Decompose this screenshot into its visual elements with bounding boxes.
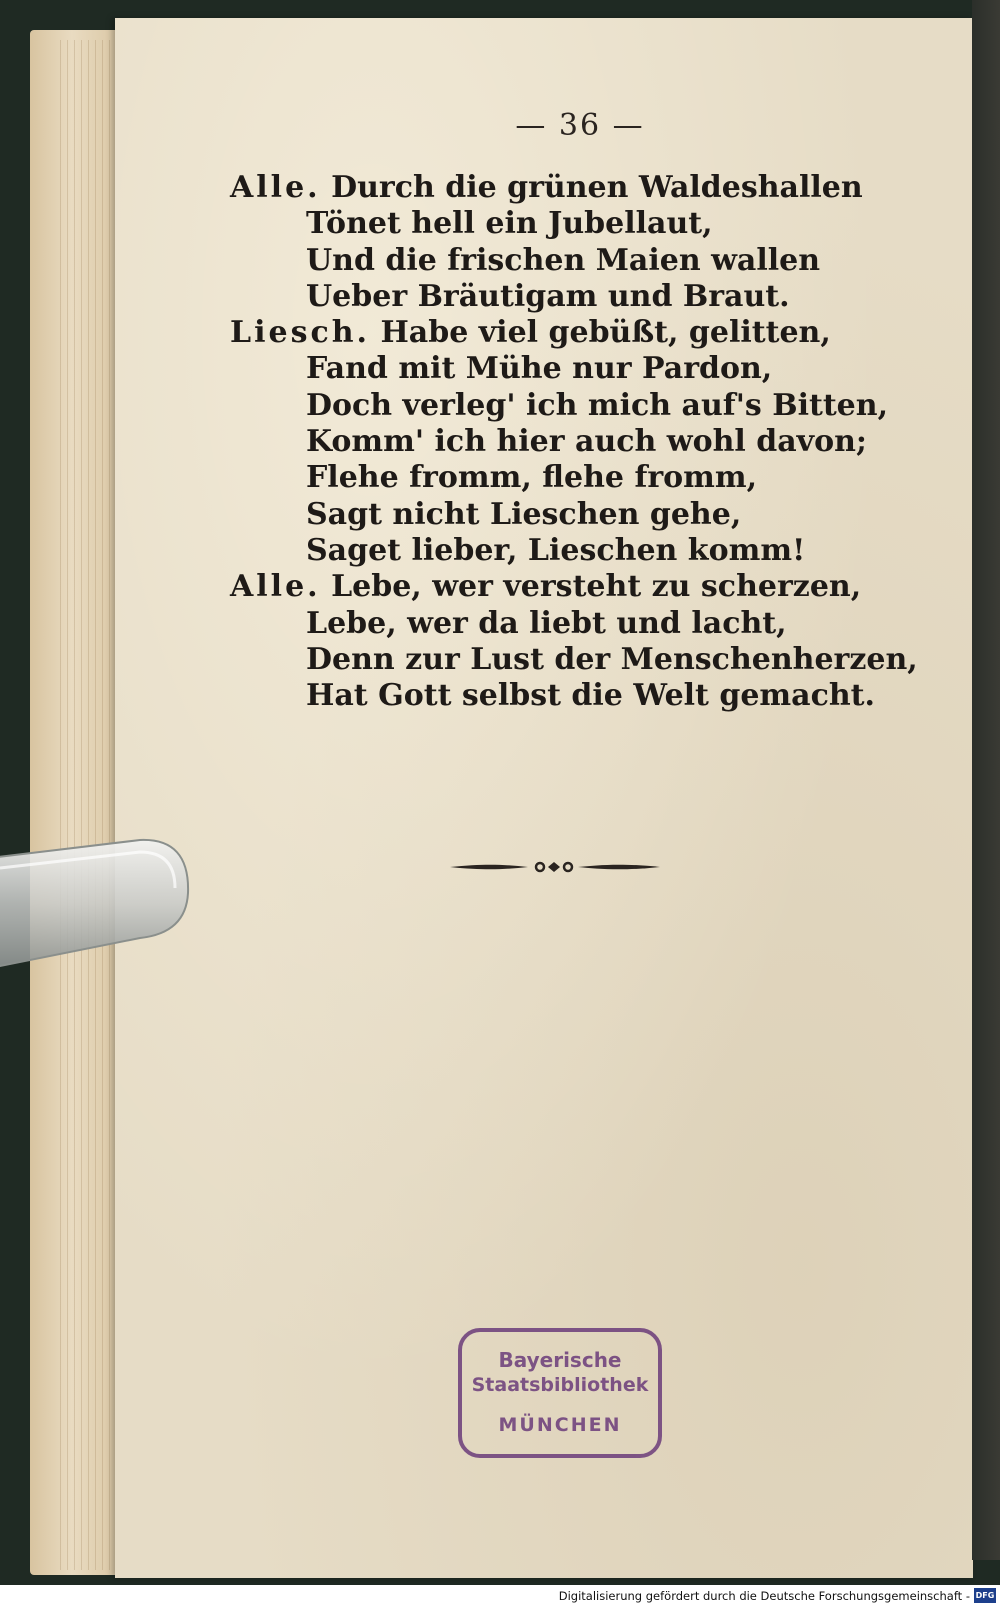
verse-line <box>230 351 830 387</box>
page-number: — 36 — <box>515 108 645 143</box>
verse-text: Flehe fromm, flehe fromm, <box>306 460 758 496</box>
verse-text: Lebe, wer versteht zu scherzen, <box>331 569 862 605</box>
verse-text: Doch verleg' ich mich auf's Bitten, <box>306 387 889 423</box>
verse-block <box>230 170 918 714</box>
verse-text: Habe viel gebüßt, gelitten, <box>380 315 831 351</box>
footer-credit: Digitalisierung gefördert durch die Deutsche Forschungsgemeinschaft - <box>558 1589 970 1603</box>
stamp-line-3: MÜNCHEN <box>498 1414 622 1436</box>
verse-line <box>230 533 830 569</box>
verse-text: Hat Gott selbst die Welt gemacht. <box>306 678 875 714</box>
verse-text: Durch die grünen Waldeshallen <box>331 170 863 205</box>
verse-text: Und die frischen Maien wallen <box>306 242 821 278</box>
verse-line <box>230 569 862 605</box>
verse-text: Lebe, wer da liebt und lacht, <box>306 605 787 641</box>
speaker-label: Alle. <box>230 569 321 605</box>
verse-line <box>230 387 889 424</box>
footer-bar <box>0 1585 1000 1608</box>
verse-line <box>230 497 830 533</box>
binding-shadow <box>972 0 1000 1560</box>
verse-text: Denn zur Lust der Menschenherzen, <box>306 641 918 677</box>
verse-line <box>230 460 830 496</box>
verse-line <box>230 606 830 642</box>
verse-line <box>230 206 830 242</box>
verse-text: Sagt nicht Lieschen gehe, <box>306 496 742 532</box>
dfg-logo-icon: DFG <box>974 1588 996 1603</box>
verse-line <box>230 279 830 315</box>
verse-line <box>230 170 863 206</box>
verse-text: Ueber Bräutigam und Braut. <box>306 278 790 314</box>
verse-line <box>230 424 868 460</box>
speaker-label: Liesch. <box>230 315 370 351</box>
glass-page-clip-icon <box>0 838 195 978</box>
verse-text: Tönet hell ein Jubellaut, <box>306 206 713 242</box>
verse-text: Saget lieber, Lieschen komm! <box>306 532 806 568</box>
stamp-line-1: Bayerische <box>498 1348 622 1372</box>
verse-line <box>230 678 875 714</box>
verse-line <box>230 243 830 279</box>
verse-line <box>230 641 918 678</box>
stamp-line-2: Staatsbibliothek <box>471 1374 649 1396</box>
verse-text: Fand mit Mühe nur Pardon, <box>306 351 773 387</box>
verse-text: Komm' ich hier auch wohl davon; <box>306 424 868 460</box>
library-stamp <box>458 1328 662 1458</box>
verse-line <box>230 315 830 351</box>
speaker-label: Alle. <box>230 170 321 205</box>
fleuron-divider-icon <box>448 855 662 879</box>
